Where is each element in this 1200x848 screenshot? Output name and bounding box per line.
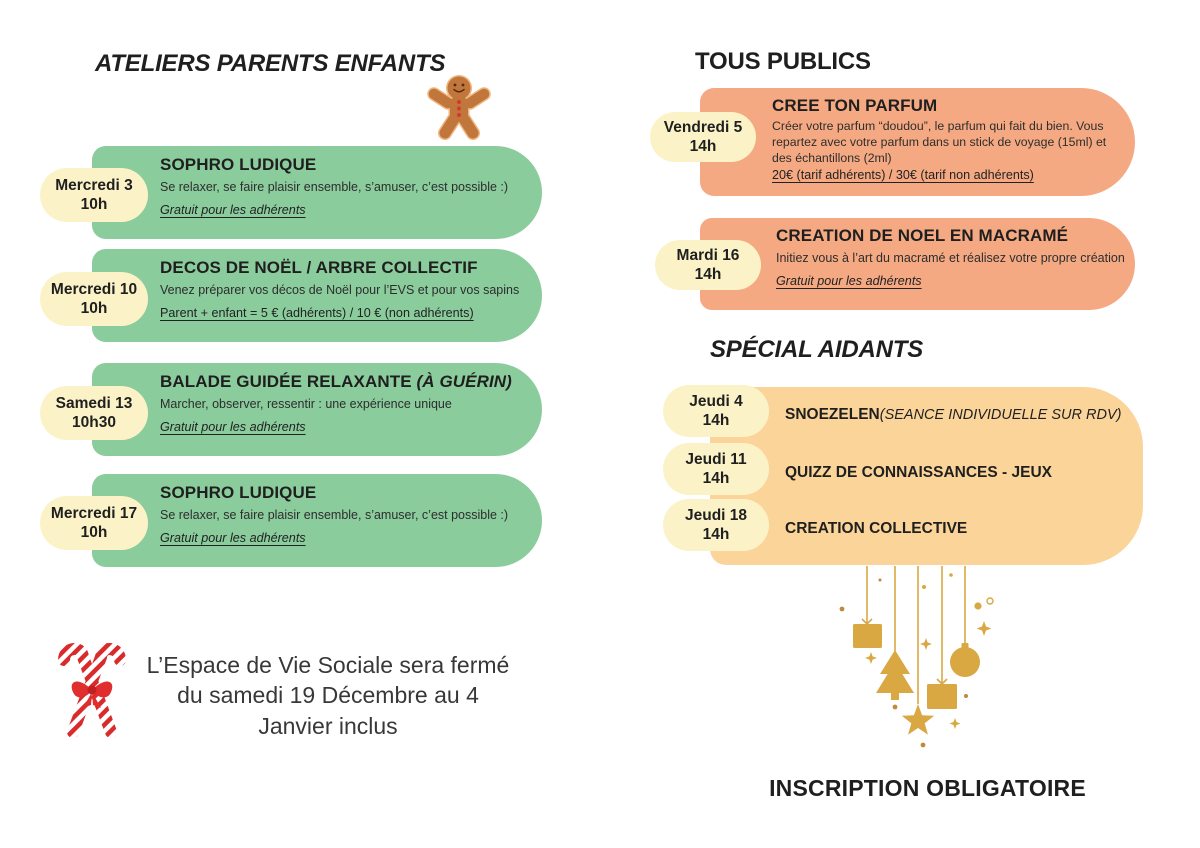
pill-time: 10h: [80, 300, 108, 317]
event-price: Gratuit pour les adhérents: [776, 274, 922, 288]
date-pill: [663, 499, 769, 551]
christmas-ornaments-icon: [820, 566, 1020, 771]
workshop-description: Se relaxer, se faire plaisir ensemble, s’amuser, c’est possible :): [160, 508, 509, 522]
session-row: [785, 393, 1121, 437]
pill-date: Samedi 13: [55, 394, 133, 412]
date-pill: [655, 240, 761, 290]
closure-line: Janvier inclus: [258, 712, 398, 739]
workshop-card: [92, 146, 542, 239]
date-pill: [663, 385, 769, 437]
pill-date: Mercredi 17: [50, 504, 138, 522]
workshop-title: DECOS DE NOËL / ARBRE COLLECTIF: [160, 258, 478, 277]
date-pill: [40, 496, 148, 550]
workshop-title: SOPHRO LUDIQUE: [160, 155, 317, 174]
pill-date: Jeudi 18: [684, 506, 748, 524]
pill-date: Jeudi 11: [685, 450, 747, 468]
event-description: Initiez vous à l’art du macramé et réalisez votre propre création: [776, 251, 1125, 265]
event-price: 20€ (tarif adhérents) / 30€ (tarif non adhérents): [772, 167, 1034, 182]
pill-time: 14h: [689, 138, 717, 155]
pill-date: Mercredi 3: [55, 176, 133, 194]
workshop-title: SOPHRO LUDIQUE: [160, 483, 317, 502]
date-pill: [40, 168, 148, 222]
closure-line: L’Espace de Vie Sociale sera fermé: [146, 652, 510, 678]
workshop-price: Gratuit pour les adhérents: [160, 420, 306, 434]
pill-date: Vendredi 5: [663, 118, 743, 136]
workshop-description: Venez préparer vos décos de Noël pour l’EVS et pour vos sapins: [160, 283, 520, 297]
workshop-card: [92, 249, 542, 342]
pill-date: Mardi 16: [676, 246, 740, 264]
closure-line: du samedi 19 Décembre au 4: [177, 682, 479, 709]
pill-time: 10h: [80, 524, 108, 541]
section-title-special-aidants: SPÉCIAL AIDANTS: [710, 336, 924, 363]
date-pill: [650, 112, 756, 162]
session-title: SNOEZELEN: [785, 406, 880, 423]
event-title: CREE TON PARFUM: [772, 96, 938, 115]
date-pill: [40, 272, 148, 326]
session-row: [785, 451, 1052, 495]
workshop-description: Se relaxer, se faire plaisir ensemble, s’amuser, c’est possible :): [160, 180, 509, 194]
session-subtitle: (SEANCE INDIVIDUELLE SUR RDV): [879, 407, 1122, 423]
pill-time: 14h: [702, 412, 730, 429]
event-description: Créer votre parfum “doudou”, le parfum qui fait du bien. Vous repartez avec votre parfum dans un stick de voyage (15ml) et des échantillons (2ml): [772, 119, 1107, 166]
session-title: QUIZZ DE CONNAISSANCES - JEUX: [785, 464, 1052, 481]
pill-time: 14h: [702, 470, 730, 487]
pill-time: 10h30: [72, 414, 116, 431]
date-pill: [663, 443, 769, 495]
inscription-obligatoire-title: INSCRIPTION OBLIGATOIRE: [769, 775, 1086, 801]
session-row: [785, 507, 967, 551]
date-pill: [40, 386, 148, 440]
workshop-card: [92, 363, 542, 456]
pill-date: Jeudi 4: [689, 392, 743, 410]
event-card: [700, 88, 1135, 196]
workshop-price: Gratuit pour les adhérents: [160, 203, 306, 217]
event-title: CREATION DE NOEL EN MACRAMÉ: [776, 226, 1069, 245]
workshop-price: Parent + enfant = 5 € (adhérents) / 10 € (non adhérents): [160, 306, 474, 320]
special-aidants-card: [710, 387, 1143, 565]
candy-canes-icon: [48, 638, 136, 750]
workshop-title: BALADE GUIDÉE RELAXANTE (À GUÉRIN): [160, 372, 512, 391]
gingerbread-man-icon: [422, 72, 496, 144]
workshop-card: [92, 474, 542, 567]
section-title-ateliers-parents-enfants: ATELIERS PARENTS ENFANTS: [95, 50, 446, 77]
pill-time: 14h: [702, 526, 730, 543]
pill-time: 14h: [694, 266, 722, 283]
section-title-tous-publics: TOUS PUBLICS: [695, 48, 871, 75]
workshop-description: Marcher, observer, ressentir : une expérience unique: [160, 397, 452, 411]
workshop-price: Gratuit pour les adhérents: [160, 531, 306, 545]
session-title: CREATION COLLECTIVE: [785, 520, 968, 537]
pill-time: 10h: [80, 196, 108, 213]
closure-notice: [128, 650, 528, 741]
event-card: [700, 218, 1135, 310]
pill-date: Mercredi 10: [50, 280, 138, 298]
